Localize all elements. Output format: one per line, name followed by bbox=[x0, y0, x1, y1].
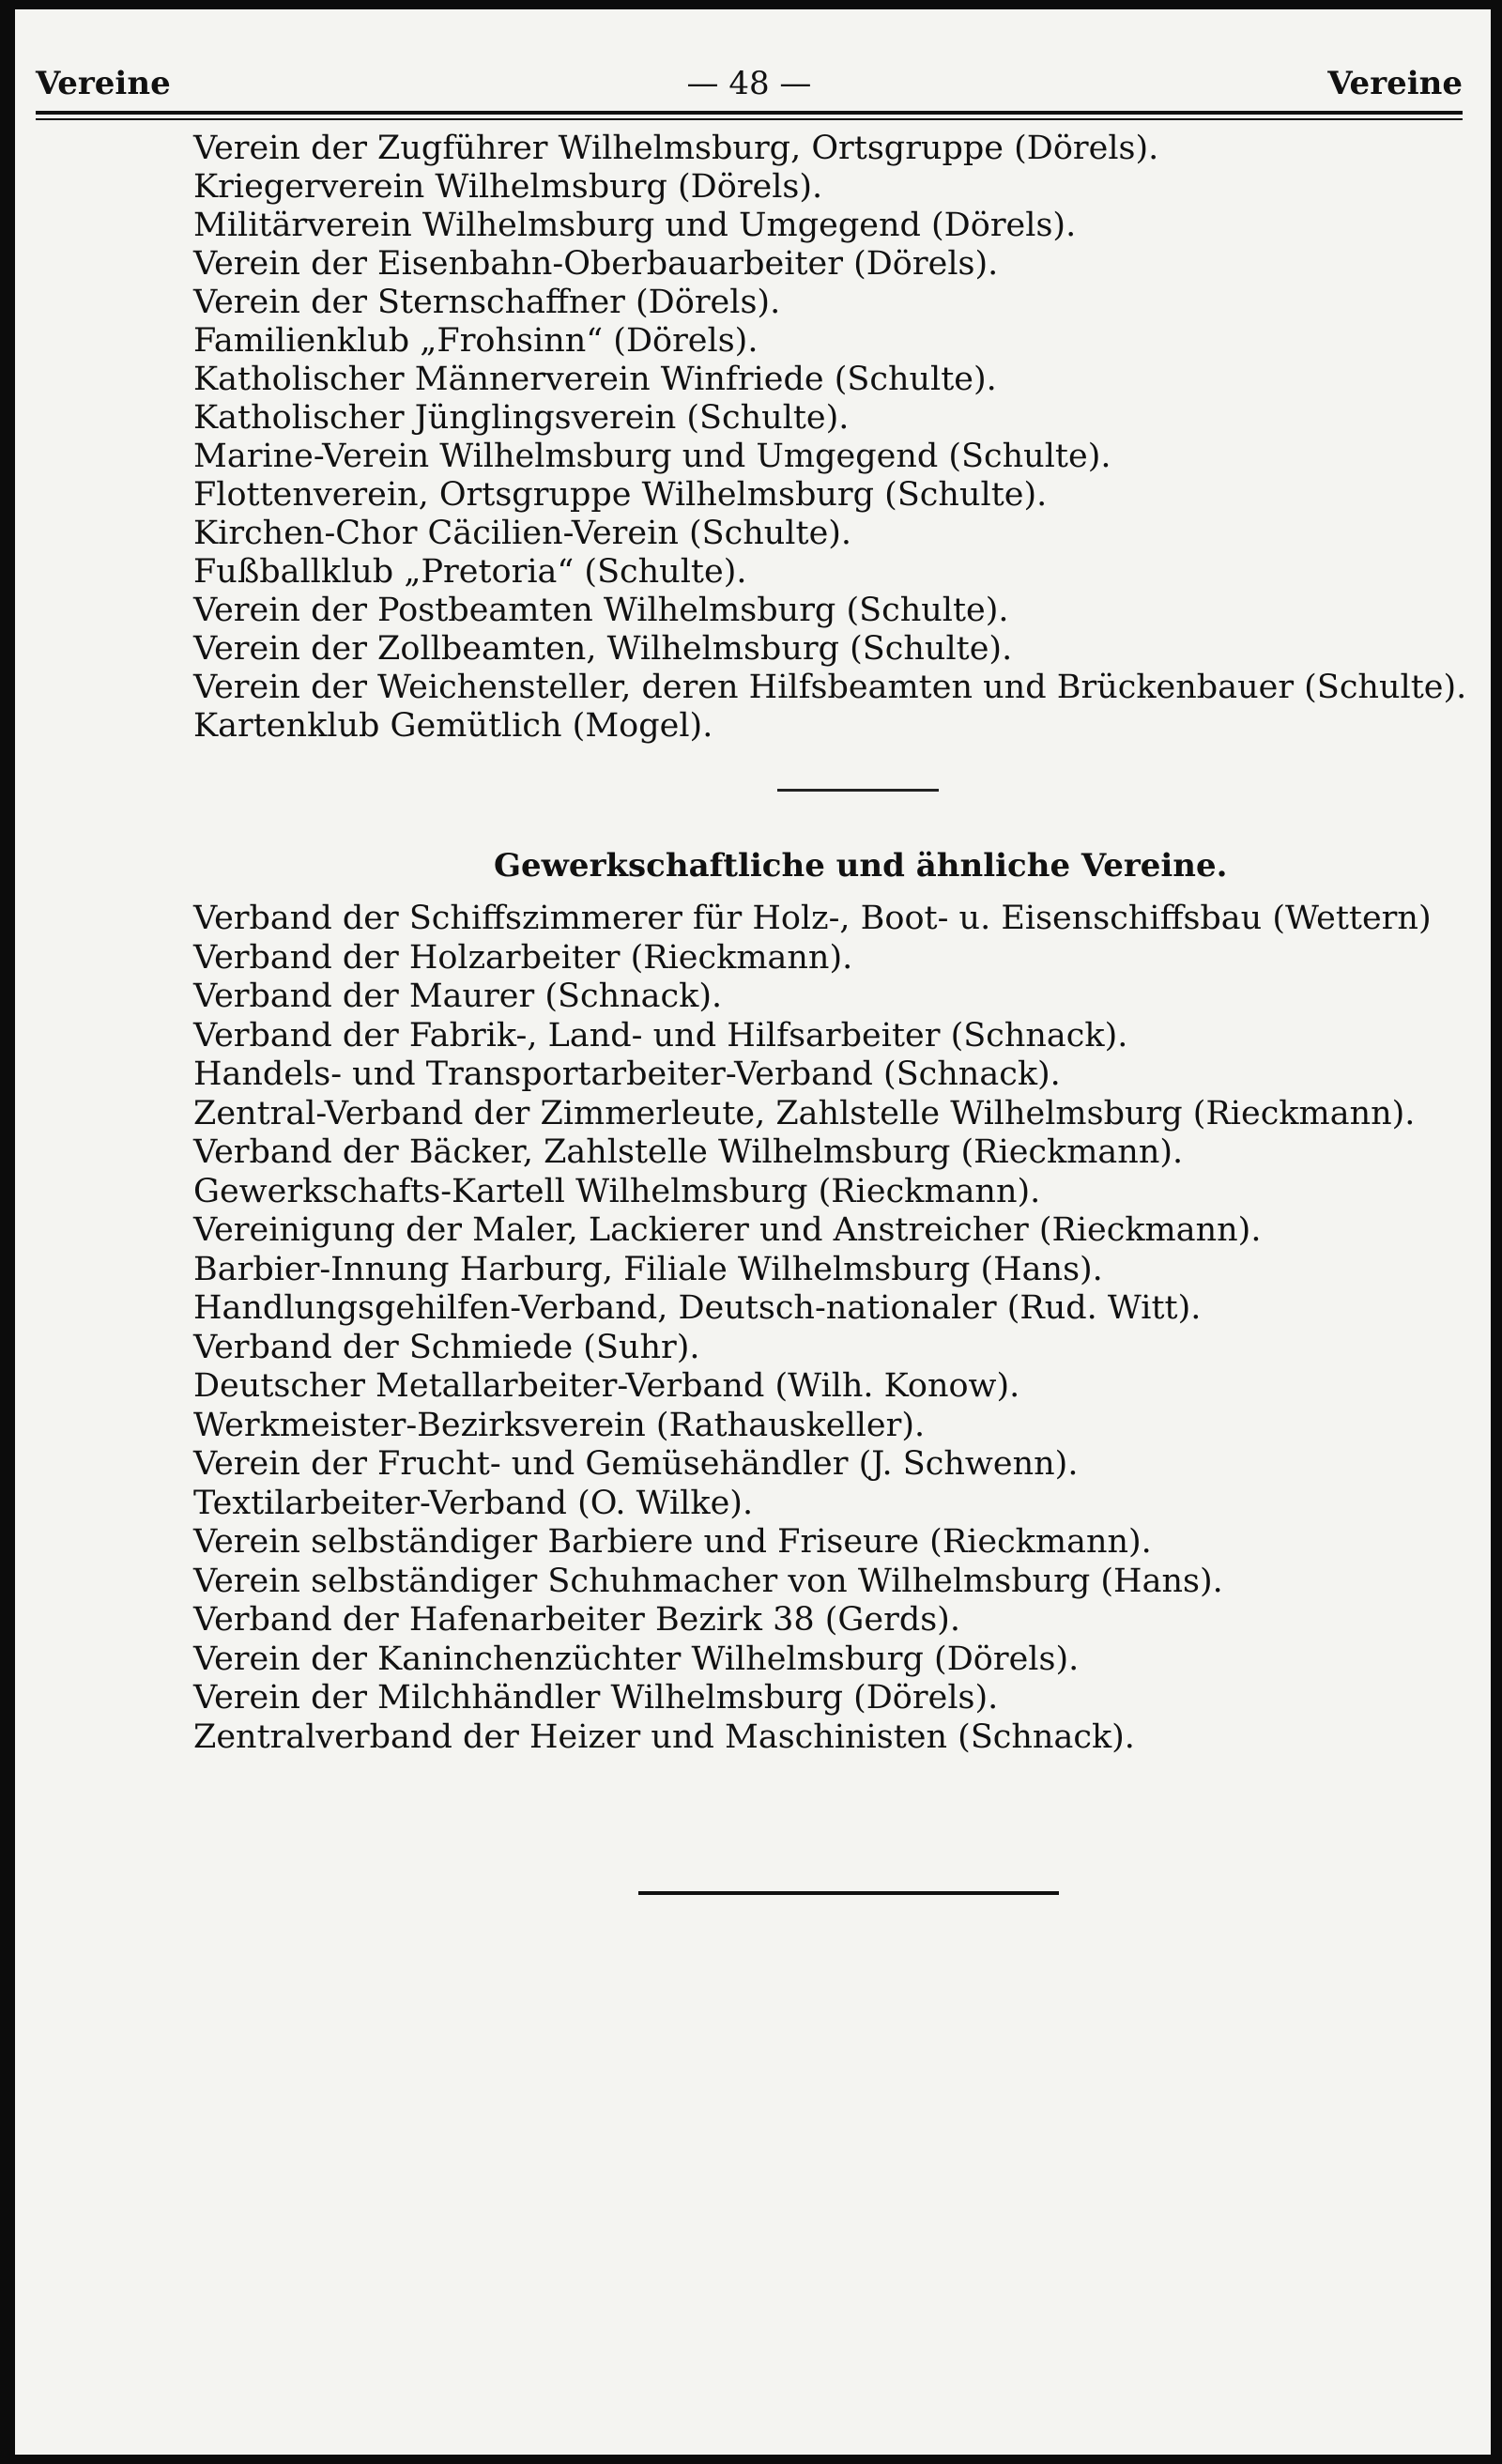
list-item: Handels- und Transportarbeiter-Verband (Schnack). bbox=[193, 1055, 1061, 1093]
list-item: Militärverein Wilhelmsburg und Umgegend (Dörels). bbox=[193, 207, 1077, 244]
list-item: Verein der Sternschaffner (Dörels). bbox=[193, 284, 781, 321]
section-heading: Gewerkschaftliche und ähnliche Vereine. bbox=[494, 847, 1228, 885]
end-divider bbox=[638, 1891, 1059, 1895]
list-item: Verein selbständiger Barbiere und Friseure (Rieckmann). bbox=[193, 1523, 1152, 1561]
list-item: Verband der Schmiede (Suhr). bbox=[193, 1328, 700, 1366]
association-list bbox=[193, 130, 1470, 746]
document-page bbox=[15, 9, 1491, 2455]
list-item: Kirchen-Chor Cäcilien-Verein (Schulte). bbox=[193, 515, 852, 552]
list-item: Verein der Frucht- und Gemüsehändler (J. Schwenn). bbox=[193, 1445, 1079, 1483]
header-rule-thin bbox=[36, 118, 1463, 120]
list-item: Verein der Zollbeamten, Wilhelmsburg (Schulte). bbox=[193, 630, 1013, 668]
list-item: Kartenklub Gemütlich (Mogel). bbox=[193, 707, 713, 745]
list-item: Verband der Maurer (Schnack). bbox=[193, 978, 723, 1015]
running-head-left: Vereine bbox=[36, 65, 171, 102]
page-header bbox=[36, 60, 1463, 107]
list-item: Verein der Postbeamten Wilhelmsburg (Schulte). bbox=[193, 592, 1009, 629]
list-item: Verein der Kaninchenzüchter Wilhelmsburg (Dörels). bbox=[193, 1640, 1080, 1678]
list-item: Vereinigung der Maler, Lackierer und Anstreicher (Rieckmann). bbox=[193, 1211, 1262, 1249]
list-item: Kriegerverein Wilhelmsburg (Dörels). bbox=[193, 168, 823, 206]
list-item: Deutscher Metallarbeiter-Verband (Wilh. Konow). bbox=[193, 1367, 1020, 1405]
list-item: Zentral-Verband der Zimmerleute, Zahlstelle Wilhelmsburg (Rieckmann). bbox=[193, 1094, 1416, 1132]
list-item: Verband der Hafenarbeiter Bezirk 38 (Gerds). bbox=[193, 1601, 960, 1639]
list-item: Textilarbeiter-Verband (O. Wilke). bbox=[193, 1484, 754, 1522]
list-item: Verein selbständiger Schuhmacher von Wilhelmsburg (Hans). bbox=[193, 1562, 1223, 1600]
page-number: — 48 — bbox=[686, 65, 812, 102]
list-item: Familienklub „Frohsinn“ (Dörels). bbox=[193, 322, 759, 360]
trade-union-list bbox=[193, 900, 1470, 1757]
list-item: Flottenverein, Ortsgruppe Wilhelmsburg (Schulte). bbox=[193, 476, 1048, 514]
list-item: Verband der Bäcker, Zahlstelle Wilhelmsburg (Rieckmann). bbox=[193, 1133, 1184, 1171]
list-item: Handlungsgehilfen-Verband, Deutsch-nationaler (Rud. Witt). bbox=[193, 1289, 1202, 1327]
list-item: Katholischer Männerverein Winfriede (Schulte). bbox=[193, 361, 997, 398]
header-rule-thick bbox=[36, 111, 1463, 115]
list-item: Verein der Eisenbahn-Oberbauarbeiter (Dörels). bbox=[193, 245, 999, 283]
list-item: Verein der Zugführer Wilhelmsburg, Ortsgruppe (Dörels). bbox=[193, 130, 1159, 167]
list-item: Katholischer Jünglingsverein (Schulte). bbox=[193, 399, 850, 437]
list-item: Werkmeister-Bezirksverein (Rathauskeller). bbox=[193, 1406, 926, 1444]
list-item: Zentralverband der Heizer und Maschinisten (Schnack). bbox=[193, 1717, 1135, 1756]
list-item: Verband der Holzarbeiter (Rieckmann). bbox=[193, 938, 853, 977]
list-item: Verband der Fabrik-, Land- und Hilfsarbeiter (Schnack). bbox=[193, 1016, 1128, 1055]
list-item: Verband der Schiffszimmerer für Holz-, Boot- u. Eisenschiffsbau (Wettern) bbox=[193, 900, 1432, 937]
list-item: Verein der Weichensteller, deren Hilfsbeamten und Brückenbauer (Schulte). bbox=[193, 669, 1467, 706]
section-divider bbox=[777, 789, 939, 792]
running-head-right: Vereine bbox=[1327, 65, 1463, 102]
list-item: Gewerkschafts-Kartell Wilhelmsburg (Rieckmann). bbox=[193, 1172, 1041, 1210]
list-item: Barbier-Innung Harburg, Filiale Wilhelmsburg (Hans). bbox=[193, 1250, 1103, 1288]
list-item: Fußballklub „Pretoria“ (Schulte). bbox=[193, 553, 747, 591]
list-item: Verein der Milchhändler Wilhelmsburg (Dörels). bbox=[193, 1679, 999, 1717]
list-item: Marine-Verein Wilhelmsburg und Umgegend (Schulte). bbox=[193, 438, 1111, 475]
